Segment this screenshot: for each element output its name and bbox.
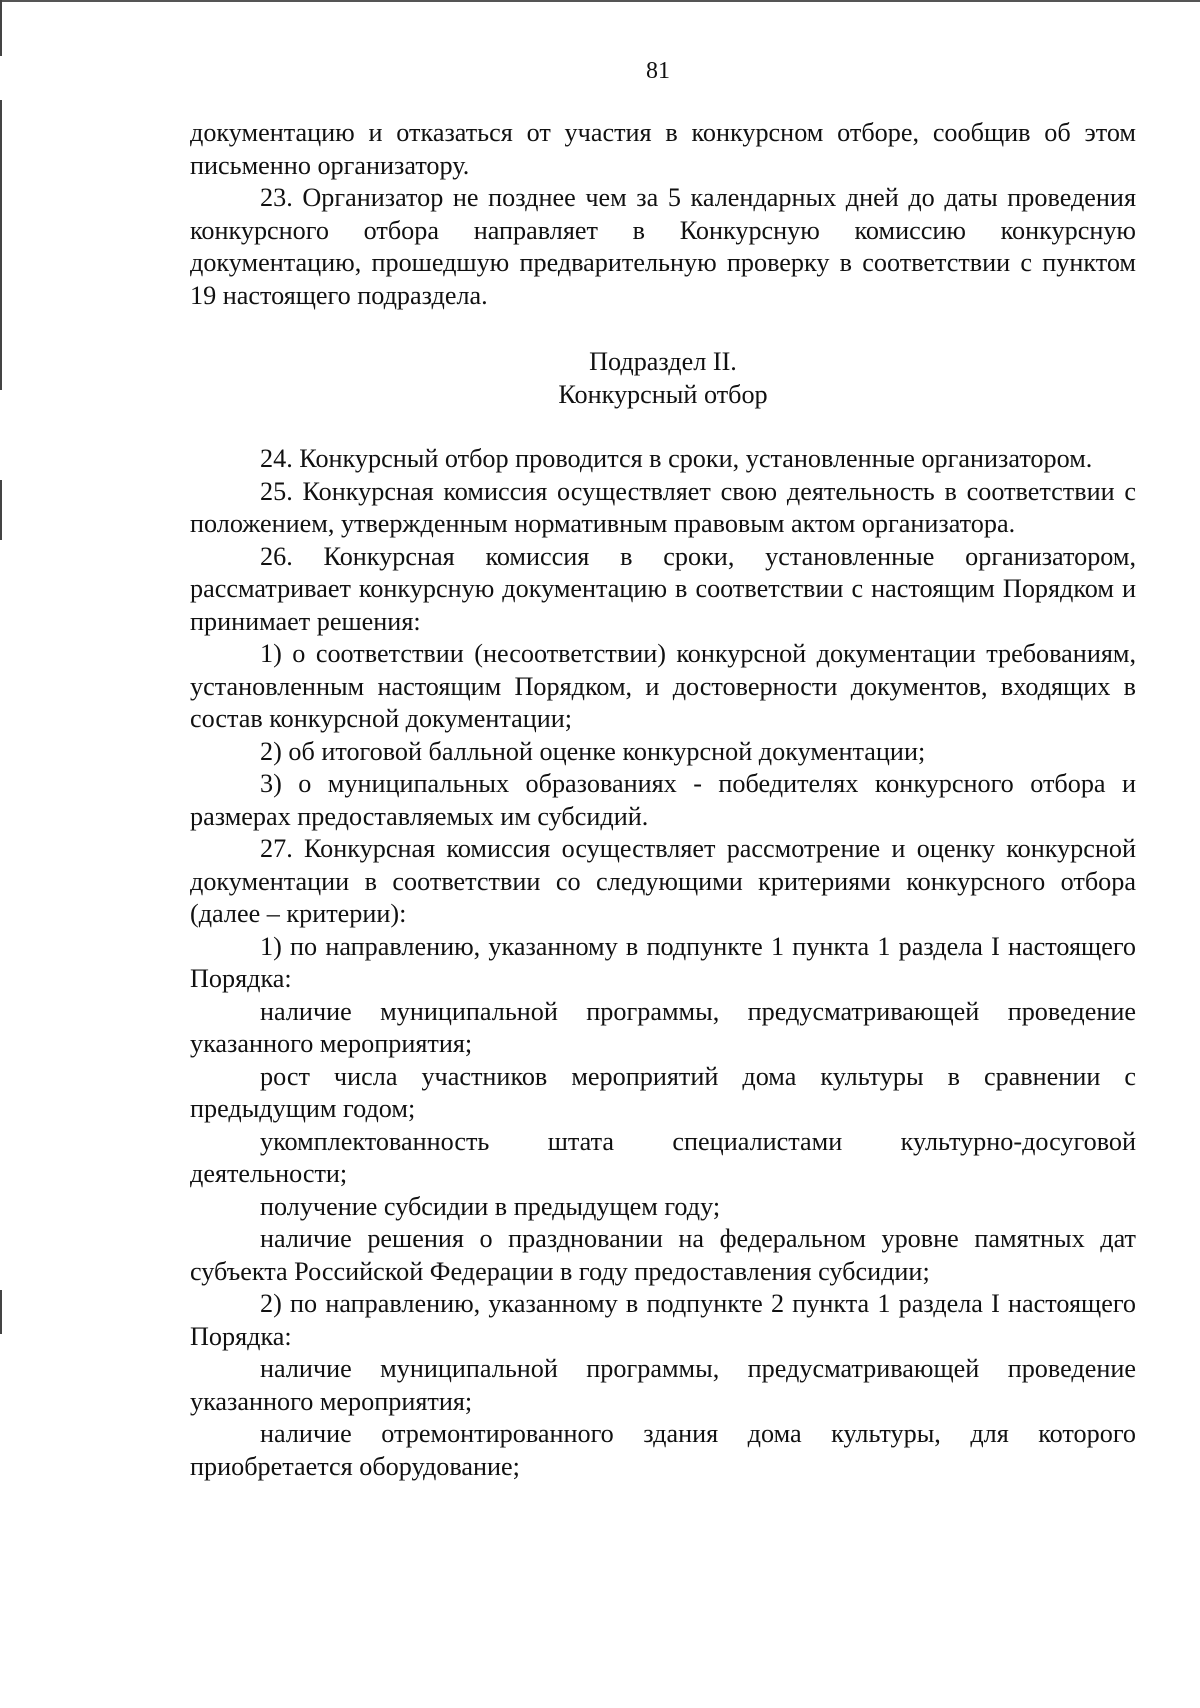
paragraph: 26. Конкурсная комиссия в сроки, установленные организатором, рассматривает конкурсную документацию в соответствии с настоящим Порядком и принимает решения:	[190, 541, 1136, 636]
paragraph: 2) по направлению, указанному в подпункте 2 пункта 1 раздела I настоящего Порядка:	[190, 1289, 1136, 1351]
paragraph: рост числа участников мероприятий дома культуры в сравнении с предыдущим годом;	[190, 1061, 1136, 1123]
scan-edge-mark	[0, 100, 2, 390]
scan-edge-mark	[0, 0, 2, 56]
paragraph: получение субсидии в предыдущем году;	[260, 1191, 721, 1221]
page-number: 81	[646, 58, 670, 84]
paragraph: 3) о муниципальных образованиях - победителях конкурсного отбора и размерах предоставляемых им субсидий.	[190, 769, 1136, 831]
paragraph: 1) по направлению, указанному в подпункте 1 пункта 1 раздела I настоящего Порядка:	[190, 931, 1136, 993]
paragraph: наличие отремонтированного здания дома культуры, для которого приобретается оборудование;	[190, 1419, 1136, 1481]
paragraph: 24. Конкурсный отбор проводится в сроки, установленные организатором.	[260, 444, 1093, 473]
top-paragraphs	[190, 117, 1136, 312]
main-paragraphs	[190, 443, 1136, 1483]
paragraph: 2) об итоговой балльной оценке конкурсной документации;	[260, 736, 926, 766]
paragraph: 27. Конкурсная комиссия осуществляет рассмотрение и оценку конкурсной документации в соответствии со следующими критериями конкурсного отбора (далее – критерии):	[190, 834, 1136, 928]
document-body	[190, 117, 1136, 1483]
subsection-title: Конкурсный отбор	[558, 379, 768, 409]
scan-edge-mark	[0, 1290, 2, 1334]
paragraph: 23. Организатор не позднее чем за 5 календарных дней до даты проведения конкурсного отбора направляет в Конкурсную комиссию конкурсную документацию, прошедшую предварительную проверку в соответствии с пунктом 19 настоящего подраздела.	[190, 183, 1136, 310]
subsection-number: Подраздел II.	[589, 347, 737, 376]
paragraph: наличие муниципальной программы, предусматривающей проведение указанного мероприятия;	[190, 1354, 1136, 1416]
paragraph: 1) о соответствии (несоответствии) конкурсной документации требованиям, установленным настоящим Порядком, и достоверности документов, входящих в состав конкурсной документации;	[190, 639, 1136, 733]
paragraph: 25. Конкурсная комиссия осуществляет свою деятельность в соответствии с положением, утвержденным нормативным правовым актом организатора.	[190, 476, 1136, 538]
paragraph: наличие решения о праздновании на федеральном уровне памятных дат субъекта Российской Федерации в году предоставления субсидии;	[190, 1224, 1136, 1286]
paragraph: документацию и отказаться от участия в конкурсном отборе, сообщив об этом письменно организатору.	[190, 118, 1136, 180]
paragraph: наличие муниципальной программы, предусматривающей проведение указанного мероприятия;	[190, 996, 1136, 1058]
paragraph: укомплектованность штата специалистами культурно-досуговой деятельности;	[190, 1126, 1136, 1188]
scan-edge-mark	[0, 480, 2, 540]
scan-top-border	[0, 0, 1200, 2]
section-heading	[190, 346, 1136, 411]
